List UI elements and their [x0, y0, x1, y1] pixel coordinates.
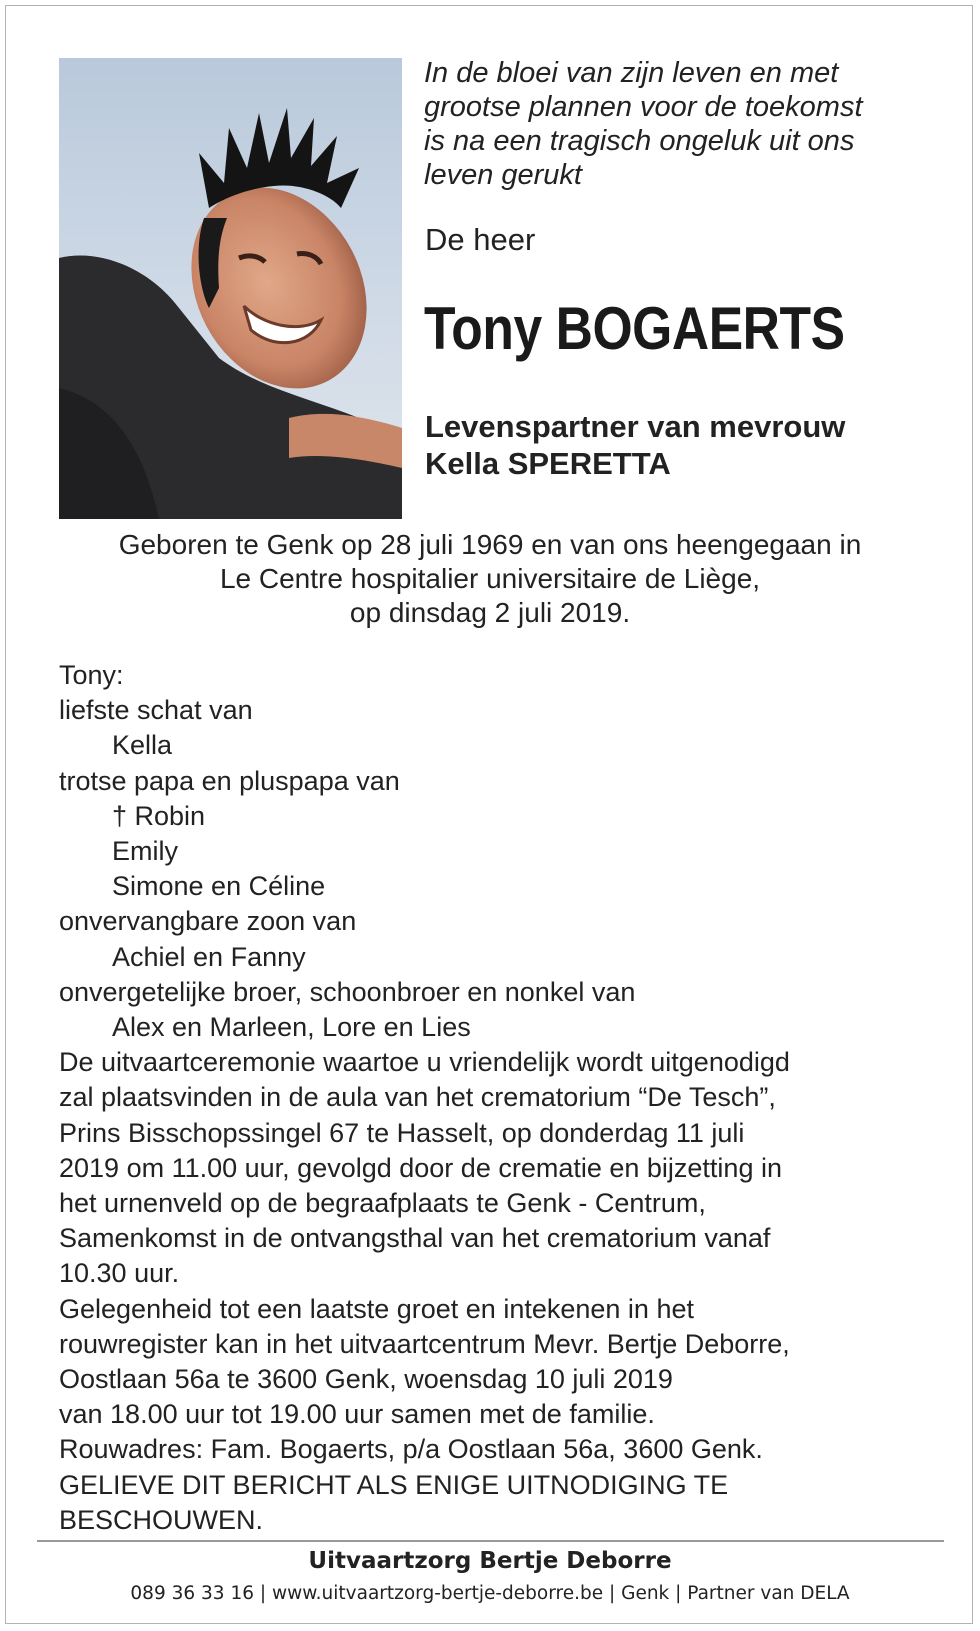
- body-line: De uitvaartceremonie waartoe u vriendelijk wordt uitgenodigd: [59, 1047, 790, 1078]
- intro-verse: [424, 56, 944, 192]
- deceased-name: Tony BOGAERTS: [424, 295, 845, 362]
- birth-death-info: [0, 528, 980, 630]
- title-prefix: De heer: [425, 222, 536, 257]
- body-line: GELIEVE DIT BERICHT ALS ENIGE UITNODIGING TE: [59, 1469, 729, 1500]
- body-line: rouwregister kan in het uitvaartcentrum Mevr. Bertje Deborre,: [59, 1328, 790, 1359]
- notice-body: [59, 658, 939, 1538]
- funeral-company-name: Uitvaartzorg Bertje Deborre: [308, 1548, 672, 1574]
- body-line: 2019 om 11.00 uur, gevolgd door de crematie en bijzetting in: [59, 1152, 782, 1183]
- birth-line: Le Centre hospitalier universitaire de Liège,: [219, 563, 761, 594]
- body-line: Tony:: [59, 660, 124, 690]
- body-line: Rouwadres: Fam. Bogaerts, p/a Oostlaan 56a, 3600 Genk.: [59, 1434, 763, 1465]
- body-line: Simone en Céline: [112, 871, 326, 902]
- body-line: BESCHOUWEN.: [59, 1504, 264, 1535]
- intro-line: grootse plannen voor de toekomst: [424, 91, 863, 123]
- partner-line: Kella SPERETTA: [425, 446, 671, 481]
- body-line: † Robin: [112, 800, 206, 831]
- body-line: het urnenveld op de begraafplaats te Genk - Centrum,: [59, 1188, 706, 1219]
- body-line: liefste schat van: [59, 695, 253, 726]
- birth-line: op dinsdag 2 juli 2019.: [349, 597, 631, 628]
- body-line: onvervangbare zoon van: [59, 906, 357, 937]
- partner-info: [425, 408, 845, 482]
- partner-line: Levenspartner van mevrouw: [425, 409, 846, 444]
- body-line: Alex en Marleen, Lore en Lies: [112, 1012, 471, 1043]
- birth-line: Geboren te Genk op 28 juli 1969 en van ons heengegaan in: [118, 529, 862, 560]
- body-line: van 18.00 uur tot 19.00 uur samen met de familie.: [59, 1399, 655, 1430]
- portrait-photo: [59, 58, 402, 519]
- body-line: Achiel en Fanny: [112, 941, 306, 972]
- body-line: Gelegenheid tot een laatste groet en intekenen in het: [59, 1293, 694, 1324]
- body-line: Samenkomst in de ontvangsthal van het crematorium vanaf: [59, 1223, 771, 1254]
- body-line: Kella: [112, 730, 173, 761]
- body-line: 10.30 uur.: [59, 1258, 180, 1289]
- intro-line: leven gerukt: [424, 159, 582, 191]
- body-line: onvergetelijke broer, schoonbroer en nonkel van: [59, 976, 636, 1007]
- body-line: trotse papa en pluspapa van: [59, 765, 400, 796]
- intro-line: In de bloei van zijn leven en met: [424, 57, 839, 89]
- footer-divider: [37, 1540, 944, 1542]
- body-line: zal plaatsvinden in de aula van het crematorium “De Tesch”,: [59, 1082, 776, 1113]
- body-line: Oostlaan 56a te 3600 Genk, woensdag 10 juli 2019: [59, 1364, 673, 1395]
- funeral-company-contact: 089 36 33 16 | www.uitvaartzorg-bertje-deborre.be | Genk | Partner van DELA: [130, 1583, 850, 1604]
- intro-line: is na een tragisch ongeluk uit ons: [424, 125, 855, 157]
- body-line: Emily: [112, 836, 178, 867]
- body-line: Prins Bisschopssingel 67 te Hasselt, op donderdag 11 juli: [59, 1117, 745, 1148]
